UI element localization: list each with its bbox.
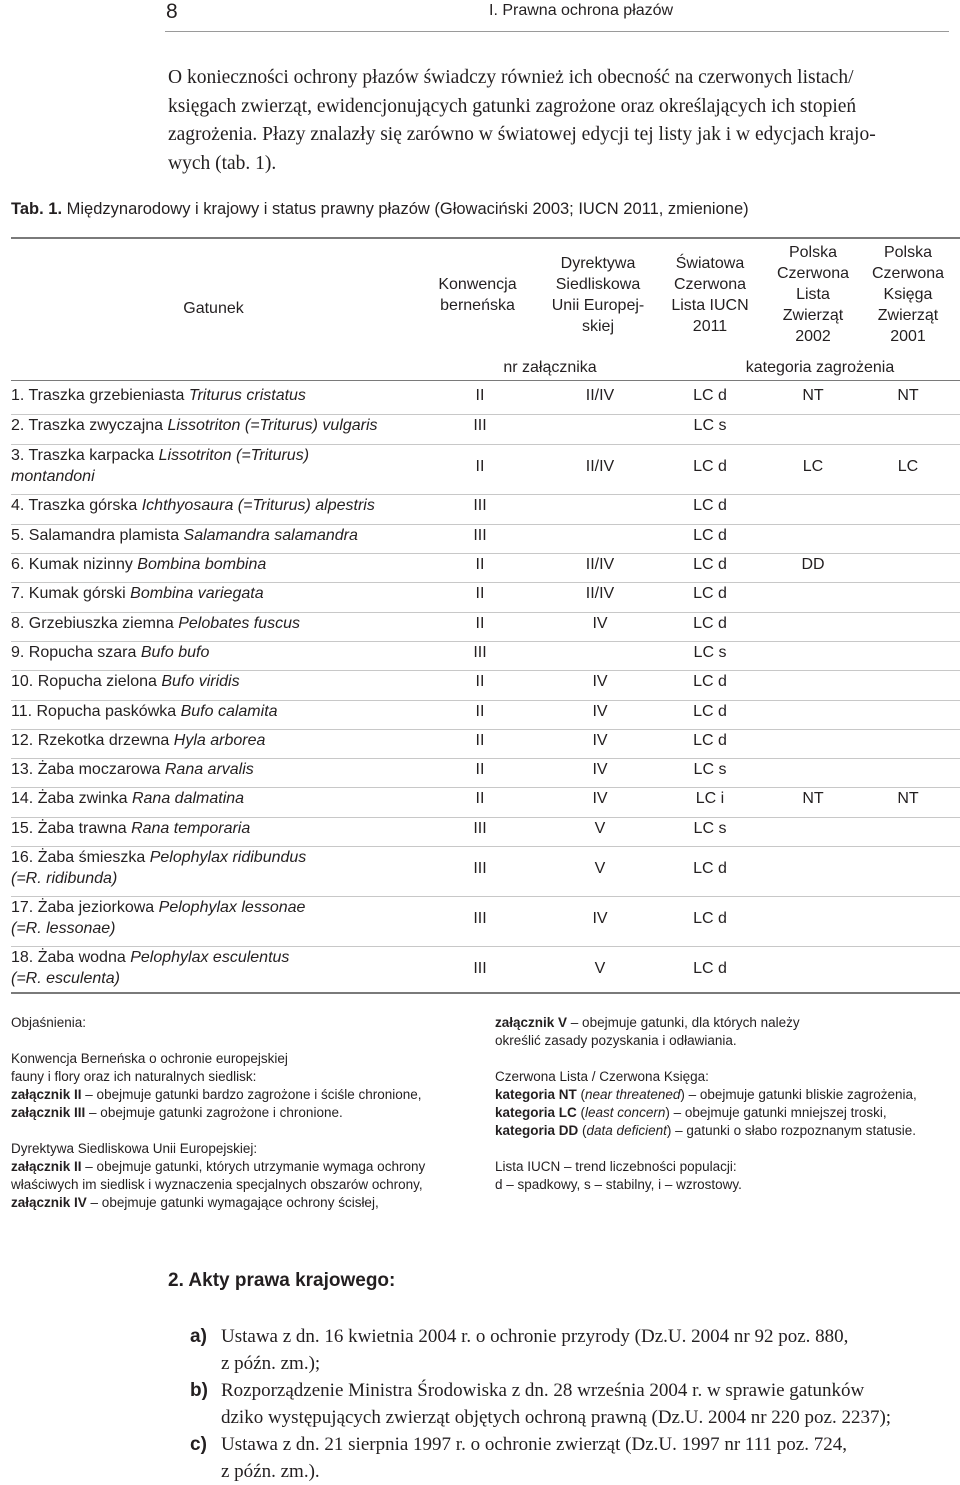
notes-left <box>11 1014 425 1212</box>
notes-category-lc: kategoria LC (least concern) – obejmuje gatunki mniejszej troski, <box>495 1105 887 1120</box>
species-common-name: 6. Kumak nizinny <box>11 556 133 573</box>
header-line: Czerwona <box>673 276 747 293</box>
species-latin-name: Lissotriton (=Triturus) <box>158 447 310 464</box>
species-common-name: 17. Żaba jeziorkowa <box>11 899 155 916</box>
species-name-extra: montandoni <box>11 468 95 485</box>
species-name <box>11 818 431 839</box>
species-name <box>11 897 431 939</box>
cell-plrb: LC <box>897 458 919 475</box>
note-text: – gatunki o słabo rozpoznanym statusie. <box>671 1123 916 1138</box>
species-name-extra: (=R. ridibunda) <box>11 870 118 887</box>
cell-plcl: NT <box>802 387 824 404</box>
notes-habitats-head: Dyrektywa Siedliskowa Unii Europejskiej: <box>11 1141 258 1156</box>
cell-iucn: LC i <box>695 790 725 807</box>
species-latin-name: Bombina bombina <box>137 556 267 573</box>
note-english: data deficient <box>586 1123 667 1138</box>
cell-iucn: LC d <box>693 910 727 927</box>
notes-habitats-annex-4 <box>11 1194 425 1212</box>
species-common-name: 5. Salamandra plamista <box>11 527 180 544</box>
species-latin-name: Pelophylax ridibundus <box>149 849 307 866</box>
species-name-extra: (=R. esculenta) <box>11 970 120 987</box>
header-line: Światowa <box>675 255 745 272</box>
header-line: Lista <box>796 286 830 303</box>
act-line: z późn. zm.). <box>221 1461 320 1482</box>
note-text: – obejmuje gatunki bliskie zagrożenia, <box>684 1087 917 1102</box>
header-bottom-rule <box>11 380 960 381</box>
section-title: 2. Akty prawa krajowego: <box>168 1270 396 1291</box>
header-bern <box>425 274 530 316</box>
act-label: b) <box>190 1380 208 1401</box>
header-line: Czerwona <box>871 265 945 282</box>
species-latin-name: Salamandra salamandra <box>183 527 358 544</box>
notes-habitats-annex-5-cont: określić zasady pozyskania i odławiania. <box>495 1033 737 1048</box>
cell-bern: III <box>473 860 487 877</box>
species-latin-name: Bombina variegata <box>130 585 264 602</box>
notes-right <box>495 1014 917 1194</box>
species-name <box>11 583 431 604</box>
note-text: – obejmuje gatunki, których utrzymanie wymaga ochrony <box>81 1159 426 1174</box>
note-label: załącznik II <box>11 1159 82 1174</box>
cell-hab: IV <box>592 732 608 749</box>
header-line: Siedliskowa <box>555 276 641 293</box>
cell-iucn: LC d <box>693 458 727 475</box>
note-label: załącznik V <box>495 1015 568 1030</box>
notes-bern-annex-3 <box>11 1104 425 1122</box>
species-latin-name: Pelophylax esculentus <box>130 949 290 966</box>
cell-iucn: LC s <box>693 761 727 778</box>
species-common-name: 2. Traszka zwyczajna <box>11 417 164 434</box>
act-line: dziko występujących zwierząt objętych ochroną prawną (Dz.U. 2004 nr 220 poz. 2237); <box>221 1407 892 1428</box>
cell-iucn: LC d <box>693 732 727 749</box>
species-common-name: 14. Żaba zwinka <box>11 790 128 807</box>
header-line: Polska <box>788 244 838 261</box>
species-name <box>11 730 431 751</box>
act-item <box>190 1431 960 1485</box>
species-latin-name: Ichthyosaura (=Triturus) alpestris <box>141 497 375 514</box>
notes-bern-annex-2 <box>11 1086 425 1104</box>
species-latin-name: Lissotriton (=Triturus) vulgaris <box>167 417 378 434</box>
cell-bern: II <box>475 673 485 690</box>
species-name <box>11 759 431 780</box>
intro-line: zagrożenia. Płazy znalazły się zarówno w światowej edycji tej listy jak i w edycjach krajo- <box>168 124 876 145</box>
header-species: Gatunek <box>183 300 244 317</box>
note-text: – obejmuje gatunki, dla których należy <box>567 1015 800 1030</box>
cell-iucn: LC d <box>693 673 727 690</box>
species-common-name: 11. Ropucha paskówka <box>11 703 177 720</box>
header-line: Dyrektywa <box>560 255 636 272</box>
cell-plrb: NT <box>897 790 919 807</box>
cell-bern: II <box>475 556 485 573</box>
header-category-group: kategoria zagrożenia <box>745 359 895 376</box>
intro-line: O konieczności ochrony płazów świadczy również ich obecność na czerwonych listach/ <box>168 67 854 88</box>
species-common-name: 12. Rzekotka drzewna <box>11 732 170 749</box>
species-common-name: 1. Traszka grzebieniasta <box>11 387 185 404</box>
table-bottom-rule <box>11 992 960 994</box>
note-english: least concern <box>585 1105 666 1120</box>
species-name <box>11 947 431 989</box>
notes-iucn-text: d – spadkowy, s – stabilny, i – wzrostowy. <box>495 1177 742 1192</box>
species-name <box>11 385 431 406</box>
species-common-name: 13. Żaba moczarowa <box>11 761 161 778</box>
cell-hab: IV <box>592 673 608 690</box>
species-common-name: 18. Żaba wodna <box>11 949 126 966</box>
cell-plcl: DD <box>801 556 825 573</box>
cell-iucn: LC d <box>693 556 727 573</box>
header-line: 2001 <box>890 328 926 345</box>
header-polish-red-book <box>858 242 958 347</box>
cell-bern: II <box>475 732 485 749</box>
notes-category-nt: kategoria NT (near threatened) – obejmuje gatunki bliskie zagrożenia, <box>495 1087 917 1102</box>
species-name <box>11 671 431 692</box>
cell-iucn: LC d <box>693 860 727 877</box>
cell-plcl: LC <box>802 458 824 475</box>
table-caption-label: Tab. 1. <box>11 200 63 218</box>
note-text: – obejmuje gatunki wymagające ochrony ścisłej, <box>86 1195 379 1210</box>
header-line: Księga <box>883 286 933 303</box>
note-text: – obejmuje gatunki zagrożone i chronione. <box>85 1105 343 1120</box>
cell-hab: II/IV <box>585 387 615 404</box>
cell-bern: II <box>475 585 485 602</box>
notes-bern-head: fauny i flory oraz ich naturalnych siedlisk: <box>11 1069 257 1084</box>
header-line: Unii Europej- <box>551 297 645 314</box>
cell-bern: II <box>475 790 485 807</box>
cell-bern: II <box>475 761 485 778</box>
header-line: 2002 <box>795 328 831 345</box>
notes-habitats-annex-2 <box>11 1158 425 1176</box>
act-line: Ustawa z dn. 21 sierpnia 1997 r. o ochronie zwierząt (Dz.U. 1997 nr 111 poz. 724, <box>221 1434 847 1455</box>
act-line: z późn. zm.); <box>221 1353 321 1374</box>
cell-plcl: NT <box>802 790 824 807</box>
cell-iucn: LC d <box>693 527 727 544</box>
intro-paragraph <box>168 64 958 178</box>
header-line: berneńska <box>440 297 515 314</box>
species-common-name: 4. Traszka górska <box>11 497 138 514</box>
cell-plrb: NT <box>897 387 919 404</box>
cell-bern: II <box>475 615 485 632</box>
cell-hab: II/IV <box>585 585 615 602</box>
cell-hab: IV <box>592 790 608 807</box>
act-line: Rozporządzenie Ministra Środowiska z dn. 28 września 2004 r. w sprawie gatunków <box>221 1380 865 1401</box>
header-line: Czerwona <box>776 265 850 282</box>
cell-iucn: LC d <box>693 585 727 602</box>
notes-red-head: Czerwona Lista / Czerwona Księga: <box>495 1069 709 1084</box>
header-line: Polska <box>883 244 933 261</box>
species-latin-name: Pelophylax lessonae <box>158 899 306 916</box>
running-title: I. Prawna ochrona płazów <box>489 2 674 19</box>
species-name <box>11 525 431 546</box>
note-label: kategoria DD <box>495 1123 579 1138</box>
note-label: załącznik II <box>11 1087 82 1102</box>
header-line: 2011 <box>692 318 728 335</box>
species-latin-name: Bufo calamita <box>180 703 278 720</box>
cell-hab: V <box>594 860 606 877</box>
species-name <box>11 495 431 516</box>
species-name <box>11 847 431 889</box>
cell-hab: V <box>594 960 606 977</box>
page-number: 8 <box>166 0 178 23</box>
cell-iucn: LC d <box>693 703 727 720</box>
act-label: a) <box>190 1326 207 1347</box>
species-common-name: 8. Grzebiuszka ziemna <box>11 615 174 632</box>
act-line: Ustawa z dn. 16 kwietnia 2004 r. o ochronie przyrody (Dz.U. 2004 nr 92 poz. 880, <box>221 1326 849 1347</box>
note-label: załącznik III <box>11 1105 86 1120</box>
cell-iucn: LC s <box>693 417 727 434</box>
header-line: skiej <box>581 318 614 335</box>
table-caption-text: Międzynarodowy i krajowy i status prawny płazów (Głowaciński 2003; IUCN 2011, zmienione) <box>66 200 749 218</box>
acts-list <box>190 1323 960 1485</box>
header-line: Lista IUCN <box>671 297 749 314</box>
species-name <box>11 613 431 634</box>
species-latin-name: Pelobates fuscus <box>178 615 301 632</box>
cell-bern: III <box>473 497 487 514</box>
cell-bern: III <box>473 960 487 977</box>
species-name <box>11 415 431 436</box>
header-habitats-directive <box>533 253 663 337</box>
species-common-name: 10. Ropucha zielona <box>11 673 157 690</box>
notes-bern-head: Konwencja Berneńska o ochronie europejskiej <box>11 1051 288 1066</box>
cell-hab: IV <box>592 761 608 778</box>
notes-habitats-annex-2-cont: właściwych im siedlisk i wyznaczenia specjalnych obszarów ochrony, <box>11 1177 423 1192</box>
notes-habitats-annex-5 <box>495 1014 917 1032</box>
table-caption <box>11 200 749 219</box>
note-label: kategoria NT <box>495 1087 577 1102</box>
cell-hab: IV <box>592 703 608 720</box>
header-annex-group: nr załącznika <box>503 359 597 376</box>
cell-iucn: LC d <box>693 497 727 514</box>
note-label: załącznik IV <box>11 1195 87 1210</box>
species-latin-name: Triturus cristatus <box>188 387 306 404</box>
cell-bern: III <box>473 820 487 837</box>
cell-bern: II <box>475 458 485 475</box>
intro-line: wych (tab. 1). <box>168 152 277 174</box>
cell-bern: III <box>473 417 487 434</box>
cell-bern: II <box>475 703 485 720</box>
species-latin-name: Rana temporaria <box>131 820 251 837</box>
species-common-name: 3. Traszka karpacka <box>11 447 155 464</box>
intro-line: księgach zwierząt, ewidencjonujących gatunki zagrożone oraz określających ich stopień <box>168 95 857 117</box>
cell-bern: III <box>473 910 487 927</box>
table-top-rule <box>11 237 960 239</box>
header-line: Zwierząt <box>877 307 939 324</box>
cell-iucn: LC s <box>693 644 727 661</box>
header-line: Konwencja <box>438 276 517 293</box>
species-common-name: 9. Ropucha szara <box>11 644 137 661</box>
act-item <box>190 1377 960 1431</box>
cell-hab: V <box>594 820 606 837</box>
note-text: – obejmuje gatunki mniejszej troski, <box>669 1105 887 1120</box>
act-label: c) <box>190 1434 207 1455</box>
notes-iucn-head: Lista IUCN – trend liczebności populacji: <box>495 1159 737 1174</box>
notes-title: Objaśnienia: <box>11 1015 87 1030</box>
species-name <box>11 701 431 722</box>
cell-bern: III <box>473 527 487 544</box>
header-line: Zwierząt <box>782 307 844 324</box>
act-item <box>190 1323 960 1377</box>
cell-hab: IV <box>592 615 608 632</box>
species-common-name: 7. Kumak górski <box>11 585 126 602</box>
cell-iucn: LC d <box>693 960 727 977</box>
species-latin-name: Rana dalmatina <box>131 790 245 807</box>
cell-hab: IV <box>592 910 608 927</box>
cell-iucn: LC d <box>693 387 727 404</box>
note-label: kategoria LC <box>495 1105 577 1120</box>
cell-iucn: LC d <box>693 615 727 632</box>
header-iucn <box>660 253 760 337</box>
note-english: near threatened <box>585 1087 681 1102</box>
cell-iucn: LC s <box>693 820 727 837</box>
species-name <box>11 788 431 809</box>
note-text: – obejmuje gatunki bardzo zagrożone i ściśle chronione, <box>81 1087 422 1102</box>
species-latin-name: Bufo viridis <box>161 673 240 690</box>
header-polish-red-list <box>763 242 863 347</box>
species-latin-name: Bufo bufo <box>140 644 210 661</box>
species-name-extra: (=R. lessonae) <box>11 920 116 937</box>
cell-hab: II/IV <box>585 458 615 475</box>
species-latin-name: Rana arvalis <box>164 761 254 778</box>
notes-category-dd: kategoria DD (data deficient) – gatunki o słabo rozpoznanym statusie. <box>495 1123 916 1138</box>
species-common-name: 16. Żaba śmieszka <box>11 849 146 866</box>
header-rule <box>165 31 949 32</box>
species-common-name: 15. Żaba trawna <box>11 820 127 837</box>
species-name <box>11 554 431 575</box>
cell-bern: III <box>473 644 487 661</box>
species-latin-name: Hyla arborea <box>173 732 266 749</box>
cell-bern: II <box>475 387 485 404</box>
species-name <box>11 642 431 663</box>
species-name <box>11 445 431 487</box>
cell-hab: II/IV <box>585 556 615 573</box>
